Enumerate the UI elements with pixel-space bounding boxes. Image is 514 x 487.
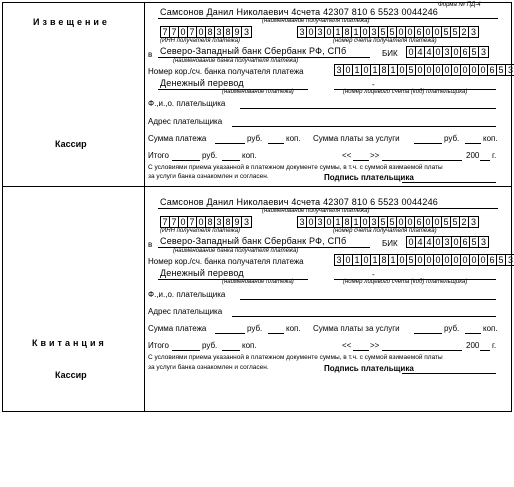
digit-cell: 0 [407,237,416,247]
total-label: Итого [148,151,169,160]
digit-cell: 7 [170,27,179,37]
digit-cell: 0 [344,65,353,75]
digit-cell: 3 [507,255,513,265]
total-rub-unit: руб. [202,151,218,160]
payer-fio-field[interactable] [240,108,496,109]
digit-cell: 0 [424,217,433,227]
digit-cell: 5 [470,237,479,247]
inn-digits [160,26,252,38]
digit-cell: 5 [451,27,460,37]
digit-cell: 3 [370,27,379,37]
digit-cell: 0 [398,65,407,75]
digit-cell: 0 [325,27,334,37]
payer-address-label: Адрес плательщика [148,307,223,316]
digit-cell: 0 [470,255,479,265]
digit-cell: 9 [233,27,242,37]
fee-kop-unit: коп. [483,324,498,333]
signature-field[interactable] [402,182,496,183]
payment-name-value: Денежный перевод [160,268,244,278]
digit-cell: 3 [243,27,249,37]
digit-cell: 2 [460,217,469,227]
bank-prefix: в [148,50,153,59]
inn-caption: (ИНН получателя платежа) [160,228,241,234]
bik-digits [406,236,489,248]
digit-cell: 1 [353,65,362,75]
digit-cell: 0 [470,65,479,75]
digit-cell: 0 [434,47,443,57]
digit-cell: 0 [452,47,461,57]
date-day-field[interactable] [353,350,369,351]
date-year-field[interactable] [480,350,490,351]
account-digits [297,216,479,228]
corr-account-label: Номер кор./сч. банка получателя платежа [148,67,304,76]
digit-cell: 0 [325,217,334,227]
corr-account-label: Номер кор./сч. банка получателя платежа [148,257,304,266]
payer-fio-label: Ф.,и.,о. плательщика [148,99,226,108]
digit-cell: 4 [425,47,434,57]
fee-rub-field[interactable] [414,333,442,334]
digit-cell: 8 [343,217,352,227]
total-label: Итого [148,341,169,350]
account-caption: (номер счета получателя платежа) [333,38,437,44]
payer-address-field[interactable] [232,126,496,127]
sum-rub-field[interactable] [215,143,245,144]
digit-cell: 0 [479,255,488,265]
notice-cashier-label: Кассир [55,139,87,149]
sum-kop-unit: коп. [286,324,301,333]
digit-cell: 3 [243,217,249,227]
digit-cell: 0 [362,65,371,75]
digit-cell: 0 [397,217,406,227]
digit-cell: 0 [197,27,206,37]
recipient-name-value: Самсонов Данил Николаевич 4счета 42307 810 6 5523 0044246 [160,7,438,17]
account-caption: (номер счета получателя платежа) [333,228,437,234]
digit-cell: 8 [224,27,233,37]
date-month-field[interactable] [382,160,462,161]
digit-cell: 0 [461,65,470,75]
form-vertical-divider [144,2,145,412]
recipient-name-value: Самсонов Данил Николаевич 4счета 42307 810 6 5523 0044246 [160,197,438,207]
digit-cell: 6 [415,27,424,37]
digit-cell: 6 [461,237,470,247]
fee-rub-field[interactable] [414,143,442,144]
digit-cell: 0 [434,255,443,265]
digit-cell: 0 [425,255,434,265]
digit-cell: 0 [361,217,370,227]
total-rub-field[interactable] [172,350,200,351]
digit-cell: 0 [479,65,488,75]
digit-cell: 3 [507,65,513,75]
payment-name-value: Денежный перевод [160,78,244,88]
bank-caption: (наименование банка получателя платежа) [173,248,299,254]
digit-cell: 0 [452,255,461,265]
date-open: << [342,341,352,350]
form-section-divider [2,186,512,187]
total-kop-field[interactable] [222,350,240,351]
sum-rub-unit: руб. [247,324,263,333]
payment-dash: - [372,270,375,279]
digit-cell: 3 [215,27,224,37]
terms-line-1: С условиями приема указанной в платежном документе суммы, в т.ч. с суммой взимаемой платы [148,354,443,361]
digit-cell: 8 [380,255,389,265]
sum-rub-unit: руб. [247,134,263,143]
digit-cell: 6 [415,217,424,227]
digit-cell: 0 [397,27,406,37]
digit-cell: 3 [470,27,476,37]
digit-cell: 8 [224,217,233,227]
fee-kop-field[interactable] [465,143,481,144]
digit-cell: 7 [161,27,170,37]
digit-cell: 5 [451,217,460,227]
digit-cell: 0 [416,255,425,265]
digit-cell: 3 [298,27,307,37]
total-rub-unit: руб. [202,341,218,350]
digit-cell: 5 [497,65,506,75]
digit-cell: 7 [161,217,170,227]
payer-address-label: Адрес плательщика [148,117,223,126]
signature-label: Подпись плательщика [324,173,414,182]
payer-address-field[interactable] [232,316,496,317]
digit-cell: 0 [407,47,416,57]
personal-account-caption: (номер лицевого счета (код) плательщика) [343,89,468,95]
terms-line-2: за услуги банка ознакомлен и согласен. [148,364,269,371]
digit-cell: 0 [434,237,443,247]
digit-cell: 5 [442,27,451,37]
total-rub-field[interactable] [172,160,200,161]
fee-label: Сумма платы за услуги [313,324,400,333]
digit-cell: 3 [470,217,476,227]
digit-cell: 5 [407,65,416,75]
fee-rub-unit: руб. [444,324,460,333]
digit-cell: 4 [416,47,425,57]
date-year-suffix: г. [492,151,497,160]
digit-cell: 2 [460,27,469,37]
terms-line-1: С условиями приема указанной в платежном документе суммы, в т.ч. с суммой взимаемой платы [148,164,443,171]
digit-cell: 3 [316,217,325,227]
date-open: << [342,151,352,160]
digit-cell: 3 [443,47,452,57]
fee-label: Сумма платы за услуги [313,134,400,143]
receipt-cashier-label: Кассир [55,370,87,380]
digit-cell: 6 [488,65,497,75]
signature-label: Подпись плательщика [324,364,414,373]
digit-cell: 3 [298,217,307,227]
receipt-title: Квитанция [32,338,107,348]
digit-cell: 0 [433,217,442,227]
digit-cell: 0 [416,65,425,75]
digit-cell: 0 [443,65,452,75]
bik-label: БИК [382,239,398,248]
digit-cell: 0 [425,65,434,75]
digit-cell: 0 [406,217,415,227]
fee-kop-unit: коп. [483,134,498,143]
digit-cell: 0 [362,255,371,265]
digit-cell: 5 [379,27,388,37]
payment-name-caption: (наименование платежа) [222,89,294,95]
inn-caption: (ИНН получателя платежа) [160,38,241,44]
digit-cell: 1 [334,27,343,37]
total-kop-field[interactable] [222,160,240,161]
digit-cell: 5 [470,47,479,57]
fee-rub-unit: руб. [444,134,460,143]
form-code: Форма № ПД-4 [438,2,481,8]
personal-account-caption: (номер лицевого счета (код) плательщика) [343,279,468,285]
digit-cell: 6 [488,255,497,265]
digit-cell: 8 [206,217,215,227]
digit-cell: 0 [406,27,415,37]
digit-cell: 5 [388,217,397,227]
bik-label: БИК [382,49,398,58]
corr-account-digits [334,64,514,76]
recipient-name-caption: (наименование получателя платежа) [262,18,370,24]
digit-cell: 0 [443,255,452,265]
digit-cell: 0 [452,237,461,247]
bik-digits [406,46,489,58]
digit-cell: 8 [380,65,389,75]
digit-cell: 0 [434,65,443,75]
inn-digits [160,216,252,228]
digit-cell: 5 [497,255,506,265]
digit-cell: 0 [452,65,461,75]
digit-cell: 0 [398,255,407,265]
digit-cell: 9 [233,217,242,227]
date-day-field[interactable] [353,160,369,161]
digit-cell: 0 [361,27,370,37]
digit-cell: 0 [307,217,316,227]
date-year: 200 [466,151,480,160]
digit-cell: 7 [170,217,179,227]
digit-cell: 0 [344,255,353,265]
digit-cell: 0 [179,217,188,227]
digit-cell: 1 [352,217,361,227]
sum-label: Сумма платежа [148,134,207,143]
digit-cell: 1 [389,255,398,265]
digit-cell: 3 [370,217,379,227]
digit-cell: 3 [316,27,325,37]
date-year: 200 [466,341,480,350]
digit-cell: 8 [343,27,352,37]
sum-kop-field[interactable] [268,143,284,144]
sum-rub-field[interactable] [215,333,245,334]
digit-cell: 8 [206,27,215,37]
digit-cell: 1 [353,255,362,265]
digit-cell: 0 [461,255,470,265]
digit-cell: 1 [334,217,343,227]
digit-cell: 0 [179,27,188,37]
bank-caption: (наименование банка получателя платежа) [173,58,299,64]
digit-cell: 3 [480,237,486,247]
signature-field[interactable] [402,373,496,374]
sum-kop-field[interactable] [268,333,284,334]
sum-label: Сумма платежа [148,324,207,333]
recipient-name-caption: (наименование получателя платежа) [262,208,370,214]
digit-cell: 4 [416,237,425,247]
fee-kop-field[interactable] [465,333,481,334]
payment-dash: - [372,80,375,89]
digit-cell: 0 [197,217,206,227]
digit-cell: 3 [335,255,344,265]
bank-name-value: Северо-Западный банк Сбербанк РФ, СПб [160,46,347,56]
digit-cell: 3 [335,65,344,75]
payer-fio-label: Ф.,и.,о. плательщика [148,290,226,299]
bank-name-value: Северо-Западный банк Сбербанк РФ, СПб [160,236,347,246]
digit-cell: 6 [461,47,470,57]
digit-cell: 0 [307,27,316,37]
digit-cell: 0 [433,27,442,37]
terms-line-2: за услуги банка ознакомлен и согласен. [148,173,269,180]
digit-cell: 7 [188,27,197,37]
digit-cell: 5 [379,217,388,227]
digit-cell: 1 [389,65,398,75]
total-kop-unit: коп. [242,341,257,350]
date-close: >> [370,341,380,350]
digit-cell: 1 [371,65,380,75]
digit-cell: 5 [442,217,451,227]
sum-kop-unit: коп. [286,134,301,143]
corr-account-digits [334,254,514,266]
digit-cell: 3 [215,217,224,227]
digit-cell: 5 [407,255,416,265]
digit-cell: 7 [188,217,197,227]
payment-name-caption: (наименование платежа) [222,279,294,285]
digit-cell: 3 [480,47,486,57]
date-month-field[interactable] [382,350,462,351]
total-kop-unit: коп. [242,151,257,160]
payer-fio-field[interactable] [240,299,496,300]
digit-cell: 3 [443,237,452,247]
account-digits [297,26,479,38]
bank-prefix: в [148,240,153,249]
digit-cell: 1 [371,255,380,265]
digit-cell: 5 [388,27,397,37]
date-close: >> [370,151,380,160]
digit-cell: 4 [425,237,434,247]
digit-cell: 0 [424,27,433,37]
notice-title: Извещение [33,17,110,27]
digit-cell: 1 [352,27,361,37]
date-year-field[interactable] [480,160,490,161]
date-year-suffix: г. [492,341,497,350]
